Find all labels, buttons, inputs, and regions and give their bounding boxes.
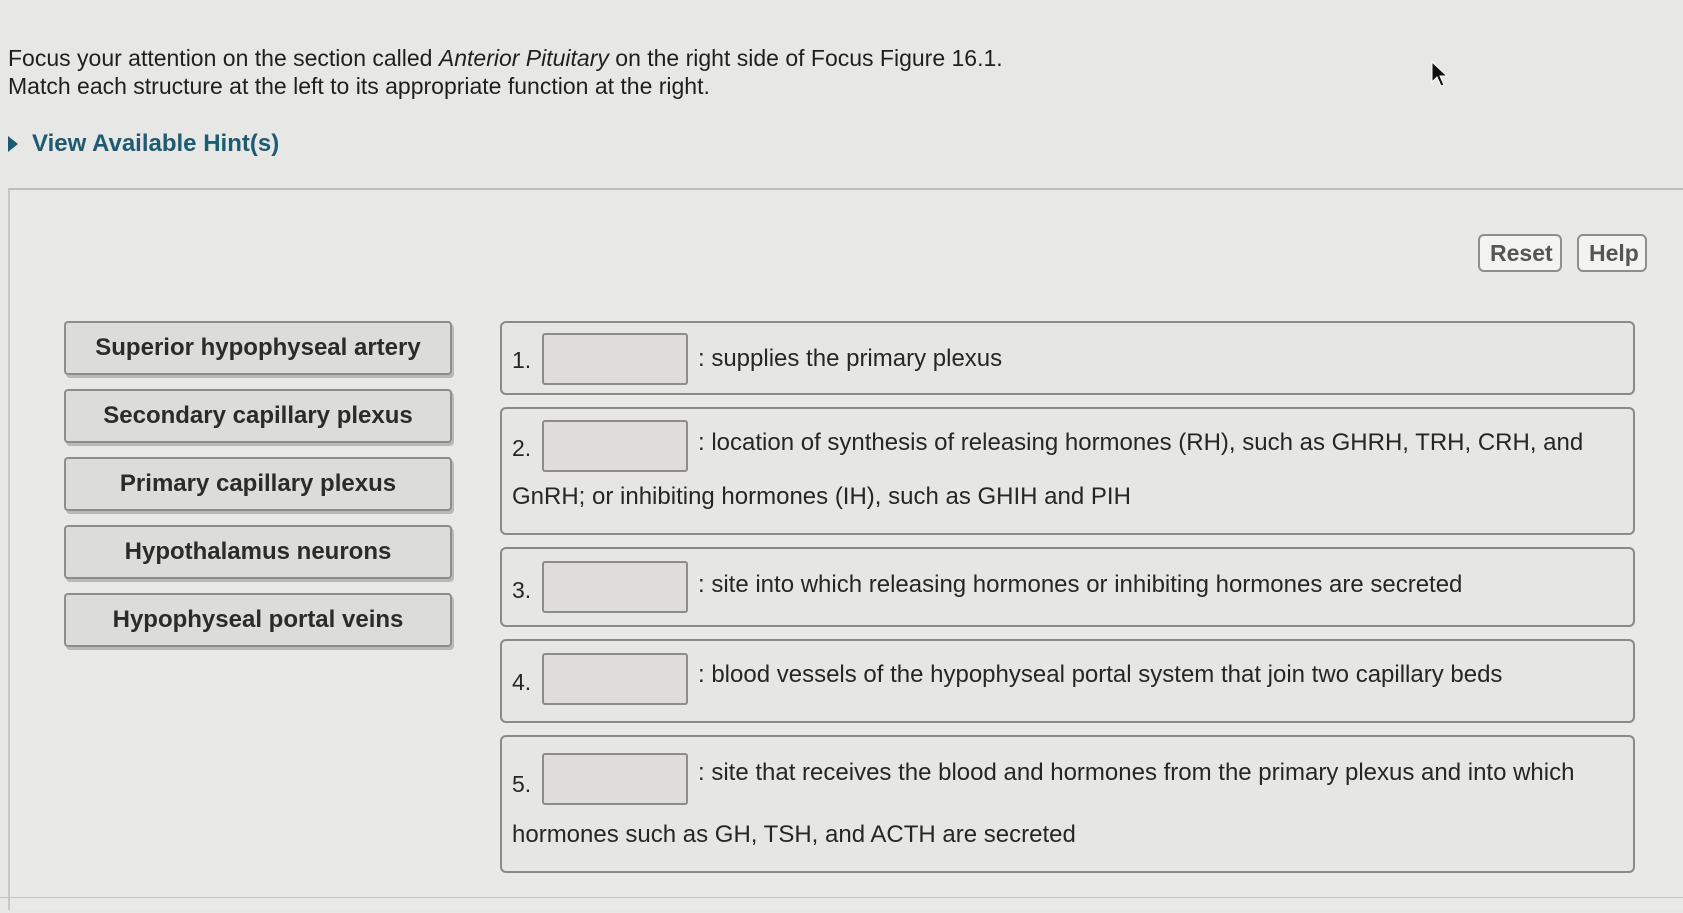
- target-row-4: [500, 639, 1635, 723]
- target-number: 5.: [512, 771, 532, 797]
- instructions: [8, 44, 1003, 100]
- target-number: 3.: [512, 577, 532, 603]
- expand-triangle-icon: [8, 136, 18, 152]
- drop-zone-4[interactable]: [542, 653, 688, 705]
- mouse-cursor-icon: [1430, 60, 1450, 88]
- label-primary-capillary-plexus[interactable]: Primary capillary plexus: [64, 457, 452, 511]
- target-description-continued: GnRH; or inhibiting hormones (IH), such as GHIH and PIH: [512, 483, 1131, 510]
- instructions-line-2: Match each structure at the left to its appropriate function at the right.: [8, 73, 710, 99]
- reset-button[interactable]: Reset: [1478, 234, 1562, 272]
- view-hints-toggle[interactable]: [8, 130, 279, 158]
- instructions-line-1: Focus your attention on the section called Anterior Pituitary on the right side of Focus Figure 16.1.: [8, 45, 1003, 71]
- target-row-1: [500, 321, 1635, 395]
- target-row-5: [500, 735, 1635, 873]
- divider: [0, 897, 1683, 898]
- drop-zone-1[interactable]: [542, 333, 688, 385]
- label-superior-hypophyseal-artery[interactable]: Superior hypophyseal artery: [64, 321, 452, 375]
- target-row-3: [500, 547, 1635, 627]
- target-description-continued: hormones such as GH, TSH, and ACTH are secreted: [512, 821, 1076, 848]
- help-button[interactable]: Help: [1577, 234, 1647, 272]
- label-hypophyseal-portal-veins[interactable]: Hypophyseal portal veins: [64, 593, 452, 647]
- label-hypothalamus-neurons[interactable]: Hypothalamus neurons: [64, 525, 452, 579]
- target-number: 4.: [512, 669, 532, 695]
- target-number: 1.: [512, 347, 532, 373]
- target-description: : supplies the primary plexus: [698, 345, 1003, 372]
- label-secondary-capillary-plexus[interactable]: Secondary capillary plexus: [64, 389, 452, 443]
- drop-zone-2[interactable]: [542, 420, 688, 472]
- target-row-2: [500, 407, 1635, 535]
- target-description: : site into which releasing hormones or inhibiting hormones are secreted: [698, 571, 1463, 598]
- drop-zone-5[interactable]: [542, 753, 688, 805]
- target-list: [500, 321, 1635, 885]
- target-number: 2.: [512, 435, 532, 461]
- target-description: : site that receives the blood and hormones from the primary plexus and into which: [698, 759, 1575, 786]
- section-name: Anterior Pituitary: [438, 45, 609, 71]
- hint-label: View Available Hint(s): [32, 130, 280, 157]
- target-description: : blood vessels of the hypophyseal portal system that join two capillary beds: [698, 661, 1503, 688]
- draggable-labels: [64, 321, 452, 661]
- drop-zone-3[interactable]: [542, 561, 688, 613]
- target-description: : location of synthesis of releasing hormones (RH), such as GHRH, TRH, CRH, and: [698, 429, 1584, 456]
